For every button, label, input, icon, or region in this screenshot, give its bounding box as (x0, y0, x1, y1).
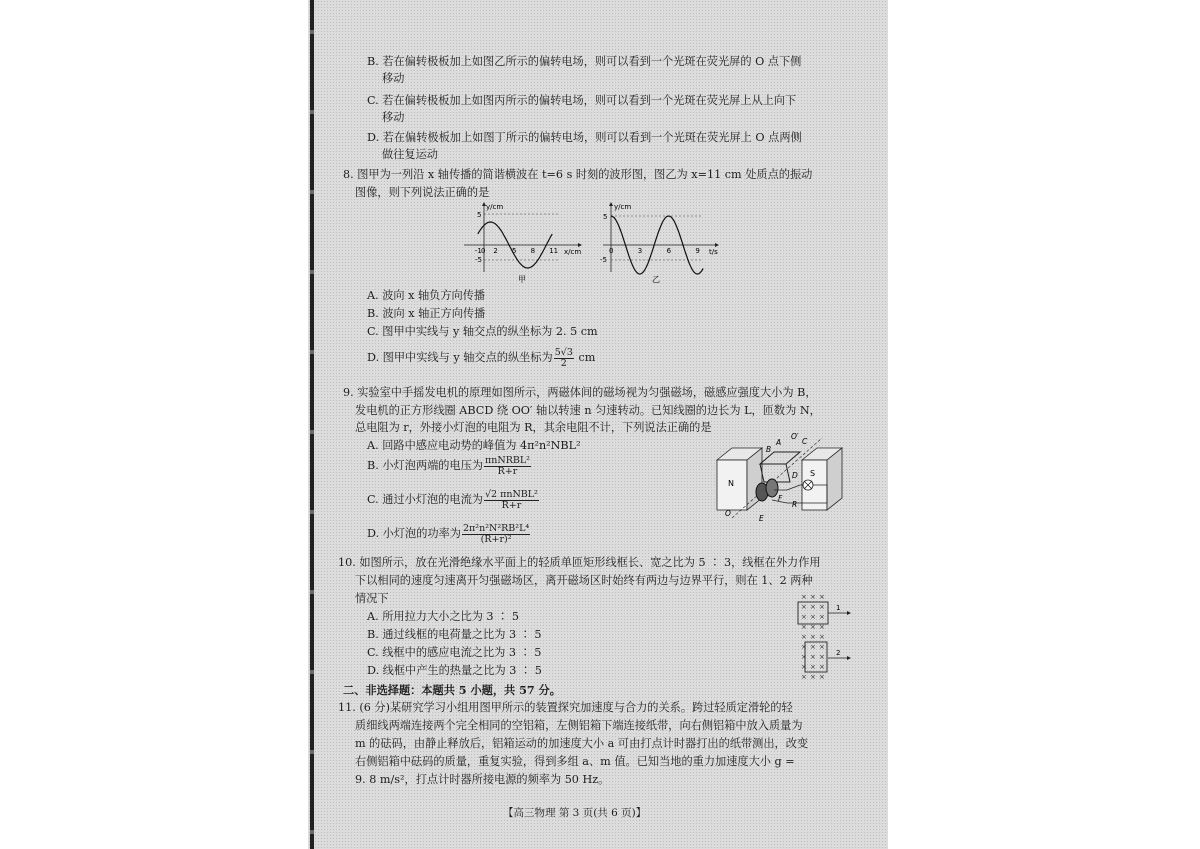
yi-xlabel: t/s (709, 248, 718, 256)
jia-tick-labels (475, 247, 558, 255)
q9-option-b-text: B. 小灯泡两端的电压为 (367, 459, 484, 472)
field-x-mark: × (801, 643, 807, 651)
q9-option-b-fraction (484, 456, 531, 477)
yi-tick-3: 9 (695, 247, 700, 255)
yi-x-arrow (715, 243, 719, 247)
q10-option-d: D. 线框中产生的热量之比为 3 ∶ 5 (367, 664, 542, 677)
velocity-arrowhead-2 (847, 656, 851, 660)
field-x-mark: × (810, 663, 816, 671)
label-o: O (725, 509, 731, 518)
jia-ypos: 5 (477, 211, 482, 219)
q8-d-denominator: 2 (560, 357, 567, 369)
field-x-mark: × (801, 593, 807, 601)
label-n: N (728, 479, 734, 488)
label-d: D (792, 471, 798, 480)
field-x-mark: × (819, 593, 825, 601)
field-x-mark: × (819, 663, 825, 671)
frame-1-label: 1 (836, 604, 841, 612)
field-x-mark: × (810, 653, 816, 661)
field-x-mark: × (810, 613, 816, 621)
jia-tick-2: 2 (493, 247, 498, 255)
q7-option-c-line1: C. 若在偏转极板加上如图丙所示的偏转电场，则可以看到一个光斑在荧光屏上从上向下 (367, 94, 797, 107)
yi-ylabel: y/cm (614, 203, 632, 211)
field-x-mark: × (819, 673, 825, 681)
q11-line1: 11. (6 分)某研究学习小组用图甲所示的装置探究加速度与合力的关系。跨过轻质定滑轮的轻 (338, 701, 793, 714)
label-a: A (776, 438, 782, 447)
field-x-mark: × (810, 623, 816, 631)
yi-yneg: -5 (600, 256, 607, 264)
q8-option-d-text: D. 图甲中实线与 y 轴交点的纵坐标为 (367, 351, 553, 364)
field-x-mark: × (801, 663, 807, 671)
q9-option-c-text: C. 通过小灯泡的电流为 (367, 493, 483, 506)
q9-d-numerator: 2π²n²N²RB²L⁴ (463, 522, 530, 534)
field-x-mark: × (810, 603, 816, 611)
q9-option-a: A. 回路中感应电动势的峰值为 4π²n²NBL² (367, 439, 581, 452)
label-f: F (778, 494, 783, 503)
q8-option-a: A. 波向 x 轴负方向传播 (367, 289, 486, 302)
q8-option-d-fraction (554, 348, 574, 369)
q9-stem-line1: 9. 实验室中手摇发电机的原理如图所示，两磁体间的磁场视为匀强磁场，磁感应强度大小为 B， (343, 386, 817, 399)
yi-caption: 乙 (652, 275, 660, 284)
field-x-mark: × (819, 653, 825, 661)
field-x-mark: × (810, 633, 816, 641)
field-x-mark: × (819, 603, 825, 611)
q9-generator-figure (712, 430, 847, 530)
field-x-mark: × (801, 603, 807, 611)
field-x-mark: × (810, 643, 816, 651)
yi-tick-1: 3 (637, 247, 643, 255)
q10-option-a: A. 所用拉力大小之比为 3 ∶ 5 (367, 610, 519, 623)
jia-tick-4: 8 (530, 247, 536, 255)
q8-option-c: C. 图甲中实线与 y 轴交点的纵坐标为 2. 5 cm (367, 325, 598, 338)
q8-option-d (367, 344, 595, 372)
q11-line3: m 的砝码，由静止释放后，铝箱运动的加速度大小 a 可由打点计时器打出的纸带测出，改变 (355, 737, 809, 750)
q9-option-c (367, 486, 540, 514)
yi-ypos: 5 (603, 213, 608, 221)
jia-tick-5: 11 (549, 247, 559, 255)
field-x-mark: × (801, 673, 807, 681)
q9-option-d (367, 520, 531, 548)
jia-ylabel: y/cm (486, 203, 504, 211)
q7-option-c-line2: 移动 (382, 111, 405, 124)
field-x-mark: × (819, 623, 825, 631)
q7-option-d-line2: 做往复运动 (382, 148, 438, 161)
field-x-mark: × (801, 623, 807, 631)
q9-stem-line2: 发电机的正方形线圈 ABCD 绕 OO′ 轴以转速 n 匀速转动。已知线圈的边长为 L，匝数为 N， (355, 404, 821, 417)
q11-line5: 9. 8 m/s²，打点计时器所接电源的频率为 50 Hz。 (355, 773, 610, 786)
field-x-mark: × (819, 643, 825, 651)
q7-option-b-line2: 移动 (382, 72, 405, 85)
frame-2-label: 2 (836, 649, 841, 657)
q9-option-c-fraction (484, 490, 539, 511)
q8-d-numerator: 5√3 (554, 346, 573, 358)
q7-option-b-line1: B. 若在偏转极板加上如图乙所示的偏转电场，则可以看到一个光斑在荧光屏的 O 点下侧 (367, 55, 802, 68)
label-r: R (792, 500, 798, 509)
q10-stem-line3: 情况下 (355, 592, 389, 605)
yi-tick-0: 0 (609, 247, 614, 255)
slip-ring-2 (766, 479, 778, 497)
field-x-mark: × (801, 653, 807, 661)
label-s: S (810, 469, 816, 478)
field-x-mark: × (819, 613, 825, 621)
q10-field-figure (795, 590, 855, 686)
q8-figure-yi (597, 200, 727, 285)
q8-option-d-unit: cm (578, 351, 596, 364)
field-x-mark: × (810, 673, 816, 681)
q7-option-d-line1: D. 若在偏转极板加上如图丁所示的偏转电场，则可以看到一个光斑在荧光屏上 O 点两侧 (367, 131, 802, 144)
q9-option-b (367, 452, 532, 480)
q11-line4: 右侧铝箱中砝码的质量，重复实验，得到多组 a、m 值。已知当地的重力加速度大小 g = (355, 755, 795, 768)
jia-xlabel: x/cm (564, 248, 582, 256)
q8-figure-jia (460, 200, 585, 285)
section-2-heading: 二、非选择题：本题共 5 小题，共 57 分。 (343, 683, 561, 697)
q10-stem-line2: 下以相同的速度匀速离开匀强磁场区，离开磁场区时始终有两边与边界平行，则在 1、2 两种 (355, 574, 813, 587)
field-x-mark: × (801, 613, 807, 621)
q8-option-b: B. 波向 x 轴正方向传播 (367, 307, 486, 320)
q9-b-denominator: R+r (497, 465, 518, 477)
q9-d-denominator: (R+r)² (480, 533, 512, 545)
jia-yneg: -5 (475, 256, 482, 264)
jia-caption: 甲 (518, 275, 526, 284)
label-b: B (766, 445, 772, 454)
q9-option-d-fraction (462, 524, 530, 545)
q8-stem-line1: 8. 图甲为一列沿 x 轴传播的简谐横波在 t=6 s 时刻的波形图，图乙为 x=11 cm 处质点的振动 (343, 168, 813, 181)
q9-option-d-text: D. 小灯泡的功率为 (367, 527, 461, 540)
field-x-mark: × (801, 633, 807, 641)
q11-line2: 质细线两端连接两个完全相同的空铝箱，左侧铝箱下端连接纸带，向右侧铝箱中放入质量为 (355, 719, 803, 732)
yi-tick-2: 6 (666, 247, 672, 255)
jia-tick-0: -1 (474, 247, 482, 255)
label-o-prime: O′ (791, 432, 799, 441)
scan-edge-shadow (310, 0, 314, 849)
page-footer: 【高三物理 第 3 页(共 6 页)】 (503, 807, 647, 819)
coil-loop (760, 464, 790, 482)
q10-option-c: C. 线框中的感应电流之比为 3 ∶ 5 (367, 646, 542, 659)
q9-stem-line3: 总电阻为 r，外接小灯泡的电阻为 R，其余电阻不计，下列说法正确的是 (355, 421, 712, 434)
field-x-mark: × (819, 633, 825, 641)
q9-c-numerator: √2 πnNBL² (484, 488, 538, 500)
jia-tick-3: 5 (512, 247, 517, 255)
label-c: C (802, 437, 808, 446)
jia-x-arrow (578, 243, 582, 247)
label-e: E (759, 514, 764, 523)
jia-tick-1: 0 (481, 247, 486, 255)
q8-stem-line2: 图像，则下列说法正确的是 (355, 186, 490, 199)
velocity-arrowhead-1 (847, 611, 851, 615)
q9-b-numerator: πnNRBL² (485, 454, 530, 466)
q10-option-b: B. 通过线框的电荷量之比为 3 ∶ 5 (367, 628, 542, 641)
q9-c-denominator: R+r (501, 499, 522, 511)
yi-y-arrow (609, 202, 613, 206)
q10-stem-line1: 10. 如图所示，放在光滑绝缘水平面上的轻质单匝矩形线框长、宽之比为 5 ∶ 3，线框在外力作用 (338, 556, 821, 569)
field-x-mark: × (810, 593, 816, 601)
